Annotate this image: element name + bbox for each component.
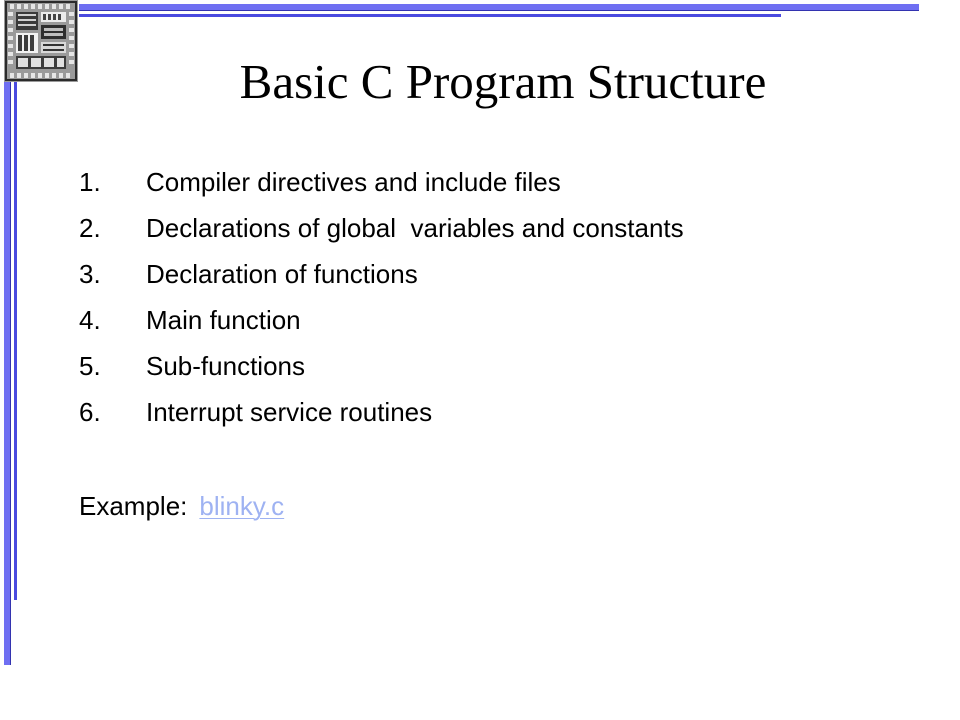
list-item [79, 210, 684, 256]
structure-list [79, 164, 684, 440]
list-item-number: 5. [79, 351, 101, 381]
list-item [79, 394, 684, 440]
left-frame-line [4, 79, 11, 665]
top-frame-line [79, 4, 919, 11]
list-item-text: Main function [146, 305, 301, 335]
list-item-number: 6. [79, 397, 101, 427]
left-frame-inner-line [14, 79, 17, 600]
list-item-text: Compiler directives and include files [146, 167, 561, 197]
list-item [79, 348, 684, 394]
list-item-text: Declaration of functions [146, 259, 418, 289]
list-item-text: Sub-functions [146, 351, 305, 381]
list-item-text: Interrupt service routines [146, 397, 433, 427]
example-file-link[interactable]: blinky.c [199, 491, 285, 521]
list-item-number: 1. [79, 167, 101, 197]
example-label: Example: [79, 491, 188, 521]
slide-title: Basic C Program Structure [239, 54, 767, 109]
list-item [79, 302, 684, 348]
list-item-number: 2. [79, 213, 101, 243]
top-frame-inner-line [79, 14, 781, 17]
list-item-number: 4. [79, 305, 101, 335]
list-item-number: 3. [79, 259, 101, 289]
list-item [79, 164, 684, 210]
example-line [79, 488, 284, 524]
list-item [79, 256, 684, 302]
list-item-text: Declarations of global variables and constants [146, 213, 684, 243]
